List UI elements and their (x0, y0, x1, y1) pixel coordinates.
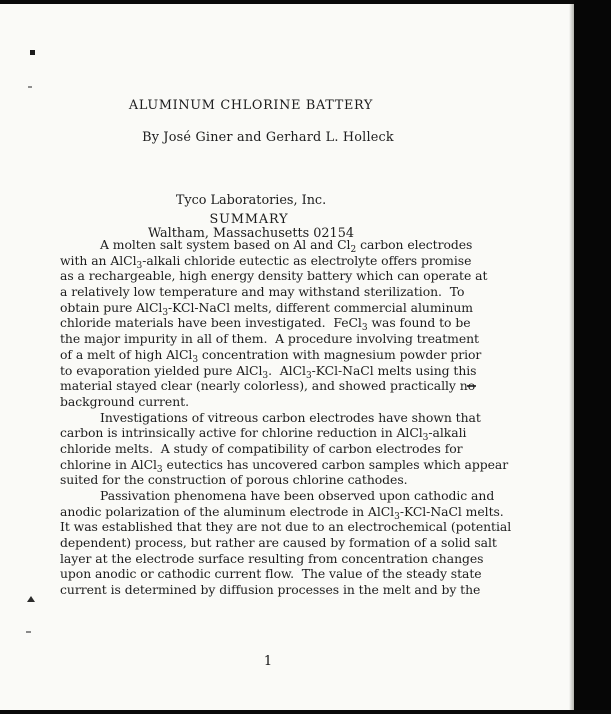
byline: By José Giner and Gerhard L. Holleck (142, 130, 394, 145)
body-line: material stayed clear (nearly colorless), and showed practically no (60, 378, 476, 394)
body-line: carbon is intrinsically active for chlorine reduction in AlCl$_3$-alkali (60, 425, 467, 444)
body-line: Passivation phenomena have been observed upon cathodic and (100, 488, 495, 503)
body-line: background current. (60, 393, 189, 409)
scan-artifact-triangle-icon (27, 596, 35, 602)
body-line: chlorine in AlCl$_3$ eutectics has uncovered carbon samples which appear (60, 456, 509, 475)
body-line: It was established that they are not due to an electrochemical (potential (60, 519, 512, 535)
body-line: as a rechargeable, high energy density battery which can operate at (60, 268, 488, 284)
summary-body (60, 237, 512, 598)
body-line: of a melt of high AlCl$_3$ concentration with magnesium powder prior (60, 346, 482, 365)
body-line: A molten salt system based on Al and $Cl_2$ carbon electrodes (100, 237, 473, 255)
body-line: anodic polarization of the aluminum electrode in AlCl$_3$-KCl-NaCl melts. (60, 503, 504, 522)
body-line: obtain pure AlCl$_3$-KCl-NaCl melts, different commercial aluminum (60, 299, 474, 318)
body-line: Investigations of vitreous carbon electrodes have shown that (100, 409, 481, 425)
scan-artifact-square-icon (30, 50, 35, 55)
body-line: with an AlCl$_3$-alkali chloride eutectic as electrolyte offers promise (60, 252, 472, 271)
body-line: dependent) process, but rather are caused by formation of a solid salt (60, 535, 497, 551)
body-line: the major impurity in all of them. A procedure involving treatment (60, 331, 479, 347)
section-heading-summary: SUMMARY (209, 212, 289, 227)
body-line: current is determined by diffusion processes in the melt and by the (60, 582, 481, 598)
scan-border-top (0, 0, 611, 4)
scan-artifact-dash-icon (26, 631, 31, 633)
document-title: ALUMINUM CHLORINE BATTERY (128, 98, 374, 113)
body-line: a relatively low temperature and may withstand sterilization. To (60, 284, 465, 300)
page-edge-shadow (569, 4, 574, 710)
scan-artifact-dash-icon (28, 86, 32, 88)
scan-border-bottom (0, 710, 611, 714)
body-line: chloride materials have been investigated. FeCl$_3$ was found to be (60, 315, 471, 334)
body-line: chloride melts. A study of compatibility of carbon electrodes for (60, 440, 463, 456)
body-line: to evaporation yielded pure AlCl$_3$. AlCl$_3$-KCl-NaCl melts using this (60, 362, 477, 381)
scan-border-right (574, 0, 611, 714)
body-line: upon anodic or cathodic current flow. The value of the steady state (60, 566, 482, 582)
body-line: layer at the electrode surface resulting from concentration changes (60, 550, 484, 566)
affiliation-name: Tyco Laboratories, Inc. (175, 193, 327, 208)
page-number: 1 (263, 654, 273, 669)
body-line: suited for the construction of porous chlorine cathodes. (60, 472, 408, 488)
affiliation-address: Waltham, Massachusetts 02154 (148, 226, 354, 241)
